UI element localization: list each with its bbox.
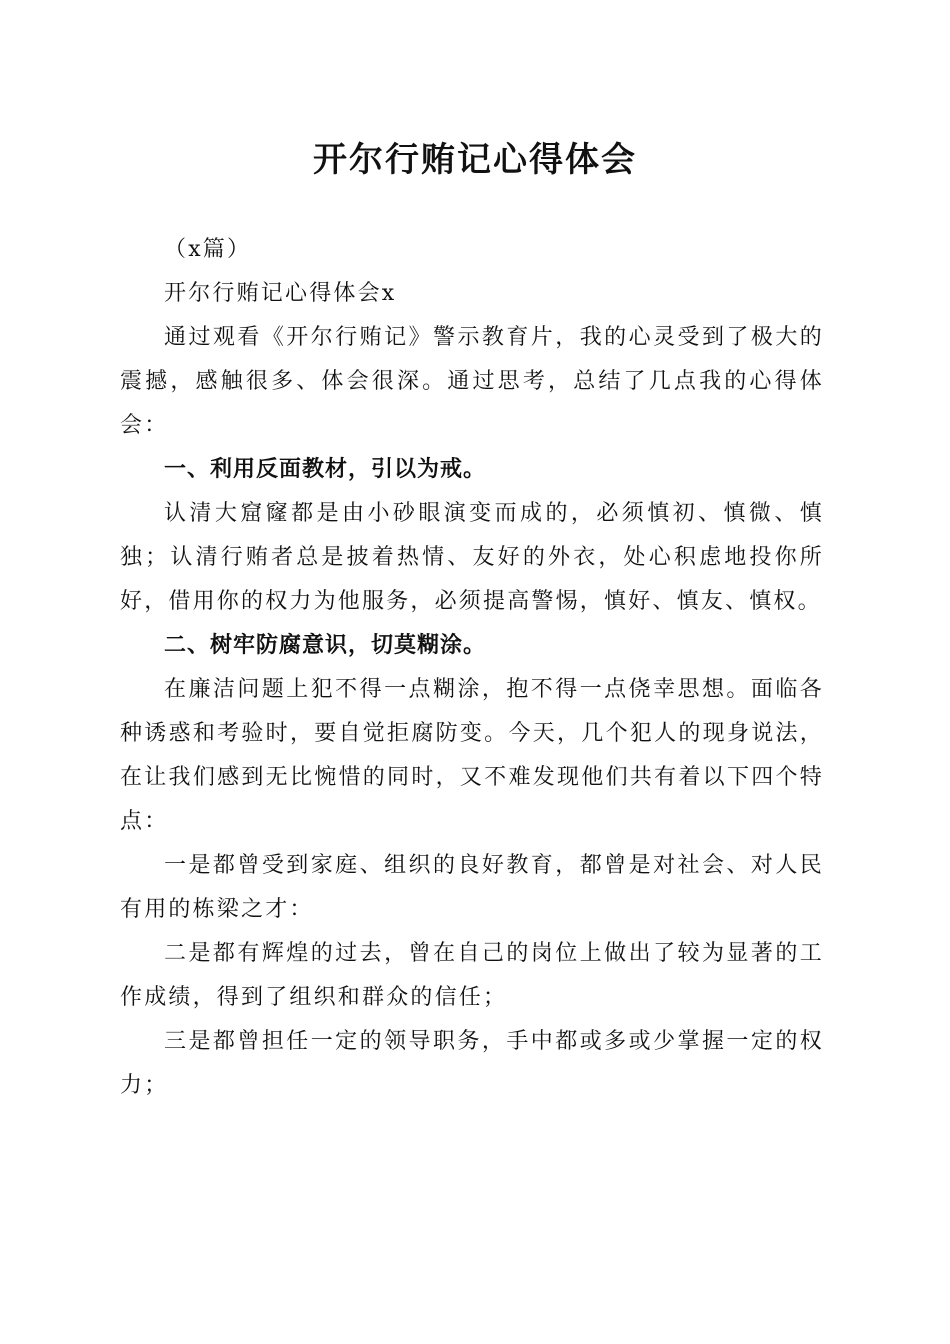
point-1-paragraph: 一是都曾受到家庭、组织的良好教育，都曾是对社会、对人民有用的栋梁之才： (120, 853, 824, 922)
edition-note: （x篇） (164, 237, 252, 262)
section-1-paragraph: 认清大窟窿都是由小砂眼演变而成的，必须慎初、慎微、慎独；认清行贿者总是披着热情、友好的外衣，处心积虑地投你所好，借用你的权力为他服务，必须提高警惕，慎好、慎友、慎权。 (120, 501, 824, 614)
document-body (120, 228, 824, 1108)
intro-paragraph: 通过观看《开尔行贿记》警示教育片，我的心灵受到了极大的震撼，感触很多、体会很深。通过思考，总结了几点我的心得体会： (120, 325, 824, 438)
point-3-paragraph: 三是都曾担任一定的领导职务，手中都或多或少掌握一定的权力； (120, 1029, 824, 1098)
point-2-paragraph: 二是都有辉煌的过去，曾在自己的岗位上做出了较为显著的工作成绩，得到了组织和群众的信任； (120, 941, 824, 1010)
section-2-paragraph: 在廉洁问题上犯不得一点糊涂，抱不得一点侥幸思想。面临各种诱惑和考验时，要自觉拒腐防变。今天，几个犯人的现身说法，在让我们感到无比惋惜的同时，又不难发现他们共有着以下四个特点： (120, 677, 824, 834)
document-title: 开尔行贿记心得体会 (313, 140, 637, 180)
section-heading-1: 一、利用反面教材，引以为戒。 (164, 457, 487, 482)
section-heading-2: 二、树牢防腐意识，切莫糊涂。 (164, 633, 487, 658)
document-subtitle: 开尔行贿记心得体会x (164, 281, 397, 306)
